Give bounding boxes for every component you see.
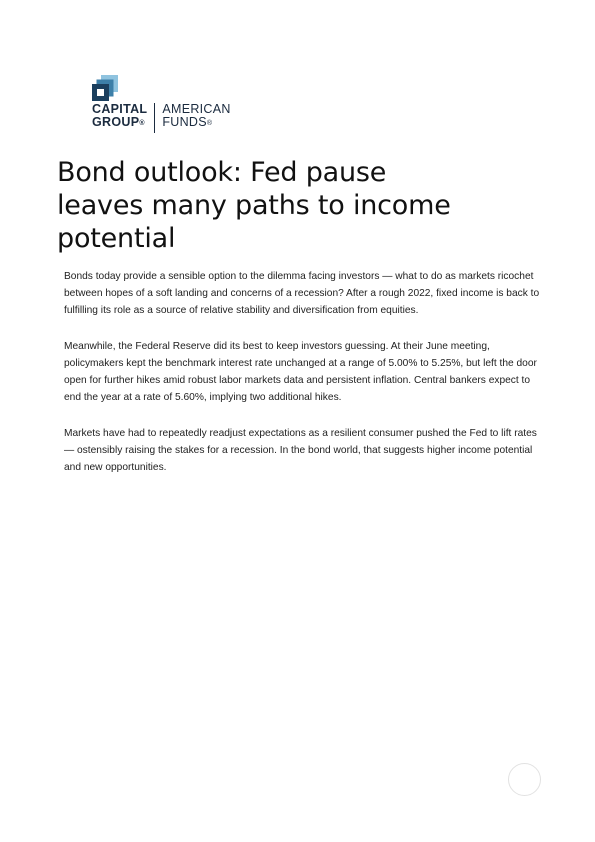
brand-primary-line2: GROUP <box>92 115 140 129</box>
logo-wordmark <box>92 103 231 133</box>
article-title: Bond outlook: Fed pause leaves many paths to income potential <box>57 157 451 254</box>
page-corner-circle <box>508 763 541 796</box>
article-paragraph: Meanwhile, the Federal Reserve did its best to keep investors guessing. At their June meeting, policymakers kept the benchmark interest rate unchanged at a range of 5.00% to 5.25%, but left the door open for further hikes amid robust labor markets data and persistent inflation. Central bankers expect to end the year at a rate of 5.60%, implying two additional hikes. <box>64 341 537 403</box>
brand-capital-group <box>92 103 154 129</box>
registered-mark: ® <box>139 120 145 127</box>
capital-group-squares-icon <box>92 75 118 101</box>
brand-secondary-line2: FUNDS <box>162 115 207 129</box>
brand-secondary-line1: AMERICAN <box>162 102 231 116</box>
brand-primary-line1: CAPITAL <box>92 102 148 116</box>
brand-american-funds <box>155 103 230 129</box>
article-paragraph: Bonds today provide a sensible option to the dilemma facing investors — what to do as markets ricochet between hopes of a soft landing and concerns of a recession? After a rough 2022, fixed income is back to fulfilling its role as a source of relative stability and diversification from equities. <box>64 271 540 316</box>
article-paragraph: Markets have had to repeatedly readjust expectations as a resilient consumer pushed the Fed to lift rates — ostensibly raising the stakes for a recession. In the bond world, that suggests higher income potential and new opportunities. <box>64 428 537 473</box>
registered-mark: ® <box>206 120 213 127</box>
article-body <box>64 268 542 495</box>
